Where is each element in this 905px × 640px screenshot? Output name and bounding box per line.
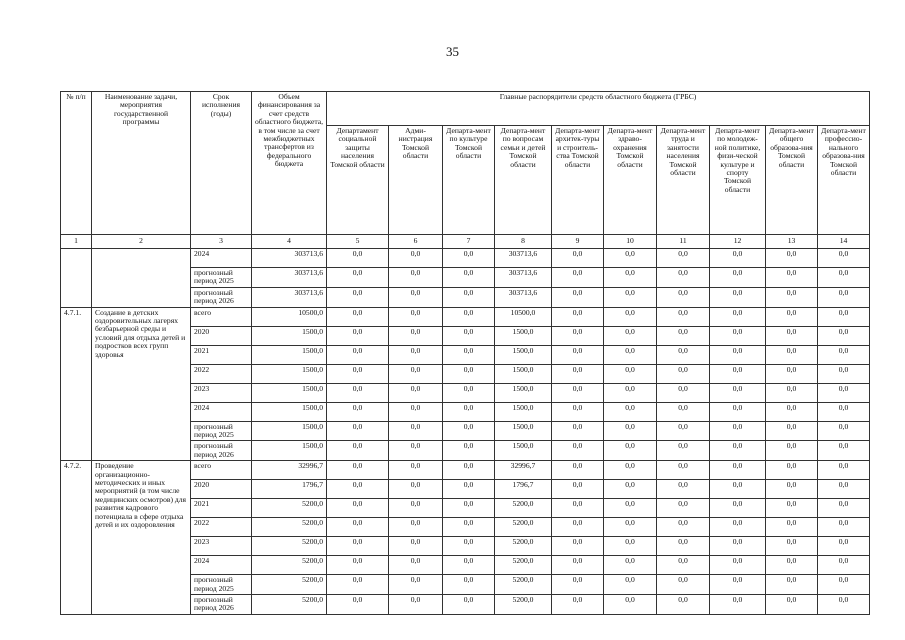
column-number: 4 xyxy=(252,235,327,249)
dept-value-cell: 0,0 xyxy=(657,287,710,307)
dept-value-cell: 303713,6 xyxy=(495,249,552,268)
dept-value-cell: 0,0 xyxy=(552,249,604,268)
dept-value-cell: 0,0 xyxy=(552,421,604,441)
dept-value-cell: 0,0 xyxy=(389,441,443,461)
dept-value-cell: 0,0 xyxy=(389,307,443,326)
dept-value-cell: 0,0 xyxy=(604,575,657,595)
total-cell: 1796,7 xyxy=(252,480,327,499)
dept-value-cell: 32996,7 xyxy=(495,461,552,480)
dept-value-cell: 5200,0 xyxy=(495,595,552,615)
total-cell: 10500,0 xyxy=(252,307,327,326)
dept-value-cell: 0,0 xyxy=(327,461,389,480)
dept-value-cell: 0,0 xyxy=(443,421,495,441)
dept-value-cell: 0,0 xyxy=(657,364,710,383)
dept-value-cell: 0,0 xyxy=(327,287,389,307)
total-cell: 1500,0 xyxy=(252,345,327,364)
dept-value-cell: 0,0 xyxy=(443,345,495,364)
dept-value-cell: 0,0 xyxy=(552,499,604,518)
column-number: 12 xyxy=(710,235,766,249)
dept-value-cell: 0,0 xyxy=(710,364,766,383)
dept-value-cell: 0,0 xyxy=(552,326,604,345)
dept-value-cell: 0,0 xyxy=(766,268,818,288)
dept-value-cell: 0,0 xyxy=(657,575,710,595)
dept-value-cell: 0,0 xyxy=(443,402,495,421)
period-cell: прогнозный период 2025 xyxy=(191,421,252,441)
dept-value-cell: 0,0 xyxy=(766,364,818,383)
dept-value-cell: 0,0 xyxy=(389,575,443,595)
task-name: Проведение организационно-методических и иных мероприятий (в том числе медицинских осмотров) для развития кадрового потенциала в сфере отдыха детей и их оздоровления xyxy=(92,461,191,615)
dept-value-cell: 1796,7 xyxy=(495,480,552,499)
column-number: 5 xyxy=(327,235,389,249)
dept-value-cell: 0,0 xyxy=(766,249,818,268)
dept-value-cell: 0,0 xyxy=(443,518,495,537)
table-row xyxy=(61,461,870,480)
dept-value-cell: 0,0 xyxy=(766,595,818,615)
dept-value-cell: 0,0 xyxy=(552,307,604,326)
dept-value-cell: 0,0 xyxy=(389,249,443,268)
dept-value-cell: 0,0 xyxy=(766,518,818,537)
task-name: Создание в детских оздоровительных лагерях безбарьерной среды и условий для отдыха детей и подростков всех групп здоровья xyxy=(92,307,191,461)
dept-value-cell: 0,0 xyxy=(443,537,495,556)
dept-value-cell: 0,0 xyxy=(389,364,443,383)
dept-value-cell: 0,0 xyxy=(327,518,389,537)
dept-value-cell: 0,0 xyxy=(443,307,495,326)
dept-value-cell: 5200,0 xyxy=(495,537,552,556)
column-number: 13 xyxy=(766,235,818,249)
dept-value-cell: 0,0 xyxy=(604,421,657,441)
dept-value-cell: 0,0 xyxy=(389,556,443,575)
dept-value-cell: 0,0 xyxy=(710,556,766,575)
dept-value-cell: 0,0 xyxy=(766,537,818,556)
dept-value-cell: 0,0 xyxy=(818,326,870,345)
dept-value-cell: 0,0 xyxy=(327,364,389,383)
dept-value-cell: 0,0 xyxy=(327,326,389,345)
period-cell: всего xyxy=(191,307,252,326)
dept-value-cell: 0,0 xyxy=(766,383,818,402)
dept-value-cell: 0,0 xyxy=(327,441,389,461)
dept-value-cell: 0,0 xyxy=(389,287,443,307)
total-cell: 1500,0 xyxy=(252,364,327,383)
total-cell: 5200,0 xyxy=(252,575,327,595)
dept-value-cell: 0,0 xyxy=(818,537,870,556)
dept-value-cell: 0,0 xyxy=(766,326,818,345)
dept-value-cell: 0,0 xyxy=(657,268,710,288)
task-name xyxy=(92,249,191,308)
dept-value-cell: 0,0 xyxy=(327,499,389,518)
dept-value-cell: 0,0 xyxy=(710,537,766,556)
dept-value-cell: 0,0 xyxy=(710,480,766,499)
dept-value-cell: 0,0 xyxy=(443,268,495,288)
dept-value-cell: 0,0 xyxy=(327,383,389,402)
dept-value-cell: 0,0 xyxy=(657,383,710,402)
dept-value-cell: 0,0 xyxy=(552,537,604,556)
dept-value-cell: 0,0 xyxy=(766,421,818,441)
dept-value-cell: 0,0 xyxy=(818,345,870,364)
total-cell: 32996,7 xyxy=(252,461,327,480)
dept-value-cell: 0,0 xyxy=(710,595,766,615)
header-name: Наименование задачи, мероприятия государственной программы xyxy=(92,92,191,235)
period-cell: 2022 xyxy=(191,364,252,383)
dept-value-cell: 0,0 xyxy=(604,326,657,345)
header-period: Срок исполнения (годы) xyxy=(191,92,252,235)
dept-value-cell: 0,0 xyxy=(389,461,443,480)
dept-value-cell: 0,0 xyxy=(657,421,710,441)
dept-value-cell: 1500,0 xyxy=(495,421,552,441)
dept-value-cell: 0,0 xyxy=(710,383,766,402)
dept-value-cell: 0,0 xyxy=(389,480,443,499)
dept-value-cell: 0,0 xyxy=(327,345,389,364)
task-code: 4.7.1. xyxy=(61,307,92,461)
period-cell: всего xyxy=(191,461,252,480)
dept-value-cell: 0,0 xyxy=(389,383,443,402)
budget-table xyxy=(60,91,870,615)
dept-value-cell: 10500,0 xyxy=(495,307,552,326)
dept-value-cell: 0,0 xyxy=(443,575,495,595)
dept-value-cell: 0,0 xyxy=(604,249,657,268)
dept-value-cell: 0,0 xyxy=(443,249,495,268)
dept-value-cell: 0,0 xyxy=(657,518,710,537)
total-cell: 303713,6 xyxy=(252,268,327,288)
dept-value-cell: 0,0 xyxy=(766,575,818,595)
dept-value-cell: 5200,0 xyxy=(495,518,552,537)
dept-value-cell: 0,0 xyxy=(604,307,657,326)
dept-value-cell: 0,0 xyxy=(766,480,818,499)
dept-value-cell: 0,0 xyxy=(766,556,818,575)
dept-value-cell: 303713,6 xyxy=(495,268,552,288)
dept-value-cell: 0,0 xyxy=(710,461,766,480)
dept-value-cell: 0,0 xyxy=(818,480,870,499)
dept-value-cell: 0,0 xyxy=(327,575,389,595)
dept-value-cell: 0,0 xyxy=(710,518,766,537)
dept-value-cell: 0,0 xyxy=(604,461,657,480)
total-cell: 5200,0 xyxy=(252,556,327,575)
dept-value-cell: 0,0 xyxy=(552,595,604,615)
total-cell: 303713,6 xyxy=(252,287,327,307)
dept-value-cell: 0,0 xyxy=(552,480,604,499)
header-dept: Департа-мент архитек-туры и строитель-ства Томской области xyxy=(552,126,604,235)
dept-value-cell: 0,0 xyxy=(604,268,657,288)
dept-value-cell: 0,0 xyxy=(818,268,870,288)
dept-value-cell: 0,0 xyxy=(604,556,657,575)
period-cell: 2020 xyxy=(191,326,252,345)
dept-value-cell: 0,0 xyxy=(604,480,657,499)
dept-value-cell: 0,0 xyxy=(389,345,443,364)
total-cell: 303713,6 xyxy=(252,249,327,268)
total-cell: 1500,0 xyxy=(252,383,327,402)
dept-value-cell: 0,0 xyxy=(552,575,604,595)
dept-value-cell: 0,0 xyxy=(389,421,443,441)
dept-value-cell: 0,0 xyxy=(710,421,766,441)
period-cell: 2021 xyxy=(191,499,252,518)
dept-value-cell: 1500,0 xyxy=(495,326,552,345)
dept-value-cell: 0,0 xyxy=(818,421,870,441)
dept-value-cell: 0,0 xyxy=(552,461,604,480)
dept-value-cell: 0,0 xyxy=(327,249,389,268)
dept-value-cell: 0,0 xyxy=(552,556,604,575)
header-number: № п/п xyxy=(61,92,92,235)
column-number: 8 xyxy=(495,235,552,249)
dept-value-cell: 0,0 xyxy=(327,268,389,288)
dept-value-cell: 5200,0 xyxy=(495,575,552,595)
column-number: 3 xyxy=(191,235,252,249)
dept-value-cell: 0,0 xyxy=(389,402,443,421)
dept-value-cell: 0,0 xyxy=(818,249,870,268)
dept-value-cell: 0,0 xyxy=(604,441,657,461)
dept-value-cell: 0,0 xyxy=(818,499,870,518)
period-cell: прогнозный период 2025 xyxy=(191,575,252,595)
dept-value-cell: 0,0 xyxy=(552,364,604,383)
dept-value-cell: 0,0 xyxy=(657,461,710,480)
dept-value-cell: 0,0 xyxy=(710,499,766,518)
dept-value-cell: 0,0 xyxy=(710,345,766,364)
period-cell: прогнозный период 2026 xyxy=(191,595,252,615)
dept-value-cell: 0,0 xyxy=(327,402,389,421)
dept-value-cell: 0,0 xyxy=(657,595,710,615)
dept-value-cell: 0,0 xyxy=(389,499,443,518)
period-cell: 2024 xyxy=(191,556,252,575)
column-numbers-row xyxy=(61,235,870,249)
dept-value-cell: 0,0 xyxy=(766,461,818,480)
header-dept: Департамент социальной защиты населения Томской области xyxy=(327,126,389,235)
dept-value-cell: 0,0 xyxy=(389,518,443,537)
dept-value-cell: 0,0 xyxy=(818,364,870,383)
total-cell: 5200,0 xyxy=(252,537,327,556)
column-number: 11 xyxy=(657,235,710,249)
dept-value-cell: 0,0 xyxy=(604,402,657,421)
page-number: 35 xyxy=(446,44,459,59)
dept-value-cell: 0,0 xyxy=(604,518,657,537)
total-cell: 1500,0 xyxy=(252,402,327,421)
dept-value-cell: 0,0 xyxy=(818,441,870,461)
dept-value-cell: 0,0 xyxy=(327,556,389,575)
dept-value-cell: 0,0 xyxy=(818,518,870,537)
dept-value-cell: 0,0 xyxy=(443,480,495,499)
dept-value-cell: 0,0 xyxy=(766,441,818,461)
period-cell: прогнозный период 2026 xyxy=(191,441,252,461)
header-dept: Департа-мент здраво-охранения Томской области xyxy=(604,126,657,235)
header-dept: Департа-мент профессио-нального образова-ния Томской области xyxy=(818,126,870,235)
dept-value-cell: 0,0 xyxy=(766,402,818,421)
dept-value-cell: 0,0 xyxy=(818,307,870,326)
dept-value-cell: 0,0 xyxy=(604,499,657,518)
dept-value-cell: 0,0 xyxy=(710,249,766,268)
dept-value-cell: 0,0 xyxy=(552,518,604,537)
dept-value-cell: 0,0 xyxy=(657,499,710,518)
task-code xyxy=(61,249,92,308)
dept-value-cell: 0,0 xyxy=(327,421,389,441)
dept-value-cell: 0,0 xyxy=(552,383,604,402)
total-cell: 5200,0 xyxy=(252,518,327,537)
period-cell: 2023 xyxy=(191,537,252,556)
dept-value-cell: 0,0 xyxy=(710,402,766,421)
dept-value-cell: 0,0 xyxy=(552,268,604,288)
dept-value-cell: 0,0 xyxy=(327,537,389,556)
dept-value-cell: 303713,6 xyxy=(495,287,552,307)
header-financing: Объем финансирования за счет средств областного бюджета, в том числе за счет межбюджетных трансфертов из федерального бюджета xyxy=(252,92,327,235)
dept-value-cell: 1500,0 xyxy=(495,383,552,402)
dept-value-cell: 0,0 xyxy=(657,480,710,499)
dept-value-cell: 0,0 xyxy=(443,595,495,615)
dept-value-cell: 0,0 xyxy=(657,556,710,575)
dept-value-cell: 0,0 xyxy=(443,461,495,480)
dept-value-cell: 0,0 xyxy=(710,307,766,326)
dept-value-cell: 0,0 xyxy=(552,441,604,461)
dept-value-cell: 0,0 xyxy=(818,575,870,595)
dept-value-cell: 0,0 xyxy=(389,595,443,615)
dept-value-cell: 0,0 xyxy=(443,287,495,307)
dept-value-cell: 0,0 xyxy=(657,441,710,461)
dept-value-cell: 0,0 xyxy=(604,345,657,364)
header-grbs-group: Главные распорядители средств областного бюджета (ГРБС) xyxy=(327,92,870,126)
dept-value-cell: 0,0 xyxy=(604,595,657,615)
dept-value-cell: 0,0 xyxy=(766,345,818,364)
dept-value-cell: 0,0 xyxy=(710,287,766,307)
dept-value-cell: 0,0 xyxy=(818,383,870,402)
dept-value-cell: 0,0 xyxy=(657,345,710,364)
dept-value-cell: 0,0 xyxy=(389,537,443,556)
dept-value-cell: 0,0 xyxy=(443,556,495,575)
dept-value-cell: 0,0 xyxy=(657,326,710,345)
header-dept: Департа-мент по культуре Томской области xyxy=(443,126,495,235)
column-number: 2 xyxy=(92,235,191,249)
dept-value-cell: 0,0 xyxy=(818,556,870,575)
dept-value-cell: 0,0 xyxy=(327,480,389,499)
period-cell: прогнозный период 2026 xyxy=(191,287,252,307)
header-dept: Департа-мент труда и занятости населения Томской области xyxy=(657,126,710,235)
dept-value-cell: 0,0 xyxy=(766,287,818,307)
table-body xyxy=(61,249,870,615)
dept-value-cell: 0,0 xyxy=(710,326,766,345)
dept-value-cell: 1500,0 xyxy=(495,402,552,421)
dept-value-cell: 0,0 xyxy=(604,287,657,307)
dept-value-cell: 0,0 xyxy=(657,402,710,421)
dept-value-cell: 1500,0 xyxy=(495,441,552,461)
dept-value-cell: 0,0 xyxy=(818,461,870,480)
dept-value-cell: 0,0 xyxy=(552,345,604,364)
dept-value-cell: 0,0 xyxy=(766,499,818,518)
total-cell: 1500,0 xyxy=(252,441,327,461)
dept-value-cell: 5200,0 xyxy=(495,556,552,575)
column-number: 14 xyxy=(818,235,870,249)
header-dept: Адми-нистрация Томской области xyxy=(389,126,443,235)
header-dept: Департа-мент по вопросам семьи и детей Томской области xyxy=(495,126,552,235)
dept-value-cell: 0,0 xyxy=(552,402,604,421)
dept-value-cell: 0,0 xyxy=(604,537,657,556)
dept-value-cell: 0,0 xyxy=(710,268,766,288)
dept-value-cell: 1500,0 xyxy=(495,345,552,364)
dept-value-cell: 0,0 xyxy=(710,441,766,461)
total-cell: 5200,0 xyxy=(252,595,327,615)
dept-value-cell: 0,0 xyxy=(657,307,710,326)
dept-value-cell: 0,0 xyxy=(710,575,766,595)
dept-value-cell: 0,0 xyxy=(327,307,389,326)
column-number: 6 xyxy=(389,235,443,249)
dept-value-cell: 0,0 xyxy=(818,402,870,421)
period-cell: 2023 xyxy=(191,383,252,402)
dept-value-cell: 0,0 xyxy=(552,287,604,307)
dept-value-cell: 1500,0 xyxy=(495,364,552,383)
period-cell: 2022 xyxy=(191,518,252,537)
dept-value-cell: 0,0 xyxy=(818,595,870,615)
period-cell: 2020 xyxy=(191,480,252,499)
dept-value-cell: 0,0 xyxy=(657,249,710,268)
period-cell: 2024 xyxy=(191,402,252,421)
dept-value-cell: 0,0 xyxy=(818,287,870,307)
dept-value-cell: 0,0 xyxy=(766,307,818,326)
dept-value-cell: 0,0 xyxy=(443,364,495,383)
dept-value-cell: 5200,0 xyxy=(495,499,552,518)
column-number: 10 xyxy=(604,235,657,249)
dept-value-cell: 0,0 xyxy=(604,364,657,383)
dept-value-cell: 0,0 xyxy=(443,441,495,461)
table-row xyxy=(61,249,870,268)
total-cell: 1500,0 xyxy=(252,326,327,345)
period-cell: прогнозный период 2025 xyxy=(191,268,252,288)
header-row-1 xyxy=(61,92,870,126)
header-dept: Департа-мент общего образова-ния Томской области xyxy=(766,126,818,235)
dept-value-cell: 0,0 xyxy=(443,326,495,345)
column-number: 1 xyxy=(61,235,92,249)
period-cell: 2024 xyxy=(191,249,252,268)
header-dept: Департа-мент по молодеж-ной политике, физи-ческой культуре и спорту Томской области xyxy=(710,126,766,235)
table-row xyxy=(61,307,870,326)
dept-value-cell: 0,0 xyxy=(604,383,657,402)
column-number: 9 xyxy=(552,235,604,249)
total-cell: 5200,0 xyxy=(252,499,327,518)
dept-value-cell: 0,0 xyxy=(443,383,495,402)
dept-value-cell: 0,0 xyxy=(443,499,495,518)
column-number: 7 xyxy=(443,235,495,249)
task-code: 4.7.2. xyxy=(61,461,92,615)
dept-value-cell: 0,0 xyxy=(657,537,710,556)
dept-value-cell: 0,0 xyxy=(327,595,389,615)
dept-value-cell: 0,0 xyxy=(389,326,443,345)
dept-value-cell: 0,0 xyxy=(389,268,443,288)
total-cell: 1500,0 xyxy=(252,421,327,441)
period-cell: 2021 xyxy=(191,345,252,364)
